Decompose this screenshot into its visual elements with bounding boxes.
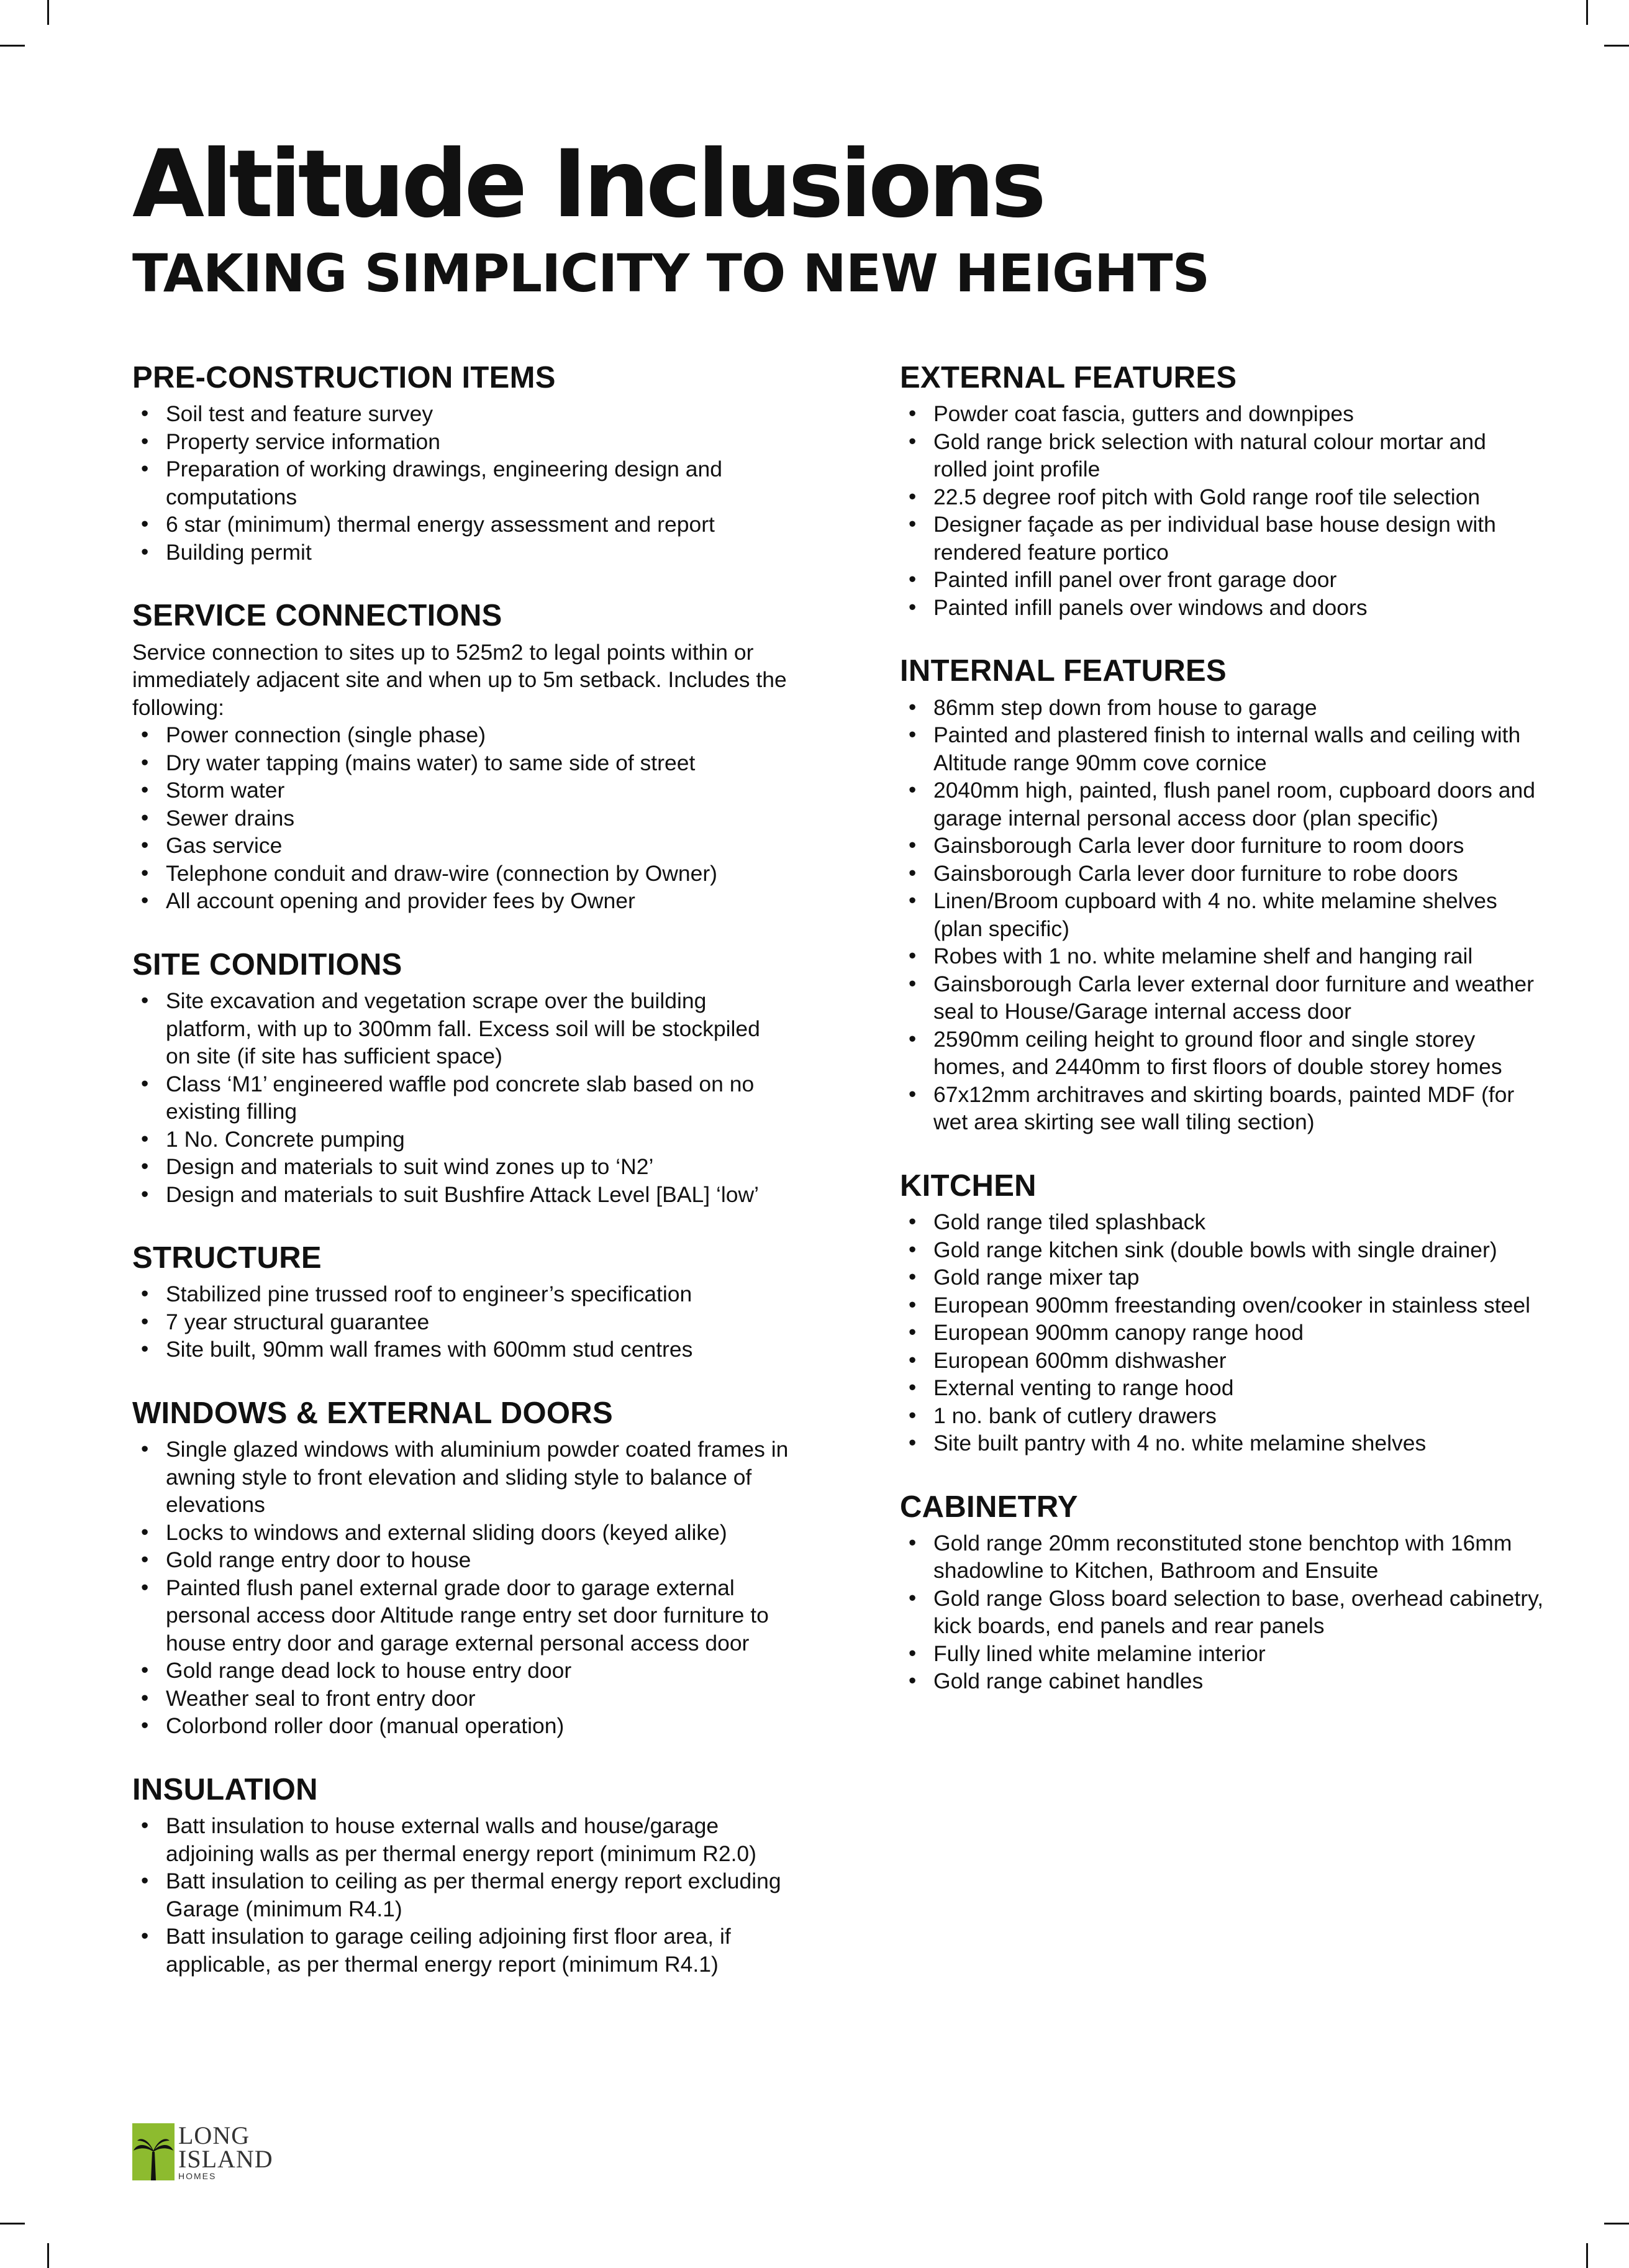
- section-heading: KITCHEN: [900, 1168, 1037, 1203]
- list-item: • European 900mm canopy range hood: [900, 1319, 1546, 1347]
- list-item: • Gainsborough Carla lever door furniture to robe doors: [900, 860, 1546, 888]
- list-item: • Soil test and feature survey: [132, 400, 791, 428]
- company-logo: [132, 2123, 275, 2182]
- item-list: [900, 694, 1546, 1136]
- logo-text: LONG: [178, 2121, 250, 2149]
- list-item: • Colorbond roller door (manual operation): [132, 1712, 791, 1740]
- list-item: • European 600mm dishwasher: [900, 1347, 1546, 1375]
- list-item: • Site built, 90mm wall frames with 600mm stud centres: [132, 1336, 791, 1364]
- item-list: [132, 721, 791, 915]
- page-title: Altitude Inclusions: [132, 130, 1043, 239]
- section-heading: CABINETRY: [900, 1490, 1078, 1524]
- list-item: • Gold range tiled splashback: [900, 1208, 1546, 1236]
- right-column: [900, 360, 1546, 1728]
- section-heading: INSULATION: [132, 1772, 318, 1806]
- section-insulation: [132, 1772, 791, 1978]
- crop-mark: [0, 45, 25, 47]
- list-item: • 1 No. Concrete pumping: [132, 1126, 791, 1154]
- palm-tree-icon: [132, 2123, 175, 2180]
- list-item: • Robes with 1 no. white melamine shelf and hanging rail: [900, 942, 1546, 970]
- list-item: • 7 year structural guarantee: [132, 1308, 791, 1336]
- list-item: • Dry water tapping (mains water) to same side of street: [132, 749, 791, 777]
- list-item: • Site built pantry with 4 no. white melamine shelves: [900, 1429, 1546, 1457]
- crop-mark: [1586, 0, 1588, 25]
- item-list: [132, 1812, 791, 1978]
- list-item: • Sewer drains: [132, 804, 791, 832]
- list-item: • Storm water: [132, 776, 791, 804]
- list-item: • Powder coat fascia, gutters and downpipes: [900, 400, 1546, 428]
- section-cabinetry: [900, 1490, 1546, 1695]
- item-list: [132, 987, 791, 1208]
- list-item: • Batt insulation to ceiling as per thermal energy report excluding Garage (minimum R4.1): [132, 1867, 791, 1923]
- list-item: • Locks to windows and external sliding doors (keyed alike): [132, 1519, 791, 1547]
- section-intro: Service connection to sites up to 525m2 to legal points within or immediately adjacent site and when up to 5m setback. Includes the following:: [132, 639, 787, 720]
- item-list: [132, 1280, 791, 1364]
- crop-mark: [1604, 45, 1629, 47]
- section-heading: SITE CONDITIONS: [132, 947, 402, 981]
- item-list: [900, 1208, 1546, 1457]
- crop-mark: [1604, 2223, 1629, 2225]
- list-item: • Stabilized pine trussed roof to engineer’s specification: [132, 1280, 791, 1308]
- list-item: • Gainsborough Carla lever external door furniture and weather seal to House/Garage internal access door: [900, 970, 1546, 1026]
- list-item: • Design and materials to suit wind zones up to ‘N2’: [132, 1153, 791, 1181]
- list-item: • Gas service: [132, 832, 791, 860]
- section-heading: STRUCTURE: [132, 1241, 322, 1275]
- list-item: • Gold range kitchen sink (double bowls with single drainer): [900, 1236, 1546, 1264]
- section-kitchen: [900, 1168, 1546, 1457]
- section-pre-construction: [132, 360, 791, 566]
- section-windows-external-doors: [132, 1396, 791, 1740]
- list-item: • Design and materials to suit Bushfire Attack Level [BAL] ‘low’: [132, 1181, 791, 1209]
- section-site-conditions: [132, 947, 791, 1208]
- list-item: • All account opening and provider fees by Owner: [132, 887, 791, 915]
- list-item: • Designer façade as per individual base house design with rendered feature portico: [900, 511, 1546, 566]
- list-item: • Painted and plastered finish to internal walls and ceiling with Altitude range 90mm cove cornice: [900, 721, 1546, 776]
- list-item: • Class ‘M1’ engineered waffle pod concrete slab based on no existing filling: [132, 1070, 791, 1126]
- item-list: [132, 1436, 791, 1740]
- list-item: • 67x12mm architraves and skirting boards, painted MDF (for wet area skirting see wall tiling section): [900, 1081, 1546, 1136]
- list-item: • Painted infill panels over windows and doors: [900, 594, 1546, 622]
- list-item: • Single glazed windows with aluminium powder coated frames in awning style to front elevation and sliding style to balance of elevations: [132, 1436, 791, 1519]
- section-heading: EXTERNAL FEATURES: [900, 361, 1237, 394]
- list-item: • Batt insulation to garage ceiling adjoining first floor area, if applicable, as per thermal energy report (minimum R4.1): [132, 1923, 791, 1978]
- list-item: • Gold range dead lock to house entry door: [132, 1657, 791, 1685]
- list-item: • 2040mm high, painted, flush panel room, cupboard doors and garage internal personal access door (plan specific): [900, 776, 1546, 832]
- crop-mark: [0, 2223, 25, 2225]
- list-item: • Batt insulation to house external walls and house/garage adjoining walls as per thermal energy report (minimum R2.0): [132, 1812, 791, 1867]
- list-item: • Preparation of working drawings, engineering design and computations: [132, 455, 791, 511]
- crop-mark: [1586, 2243, 1588, 2268]
- section-service-connections: [132, 598, 791, 914]
- list-item: • Weather seal to front entry door: [132, 1685, 791, 1713]
- list-item: • Power connection (single phase): [132, 721, 791, 749]
- list-item: • Building permit: [132, 539, 791, 567]
- section-internal-features: [900, 654, 1546, 1136]
- list-item: • Gainsborough Carla lever door furniture to room doors: [900, 832, 1546, 860]
- list-item: • Painted infill panel over front garage door: [900, 566, 1546, 594]
- section-external-features: [900, 360, 1546, 621]
- list-item: • External venting to range hood: [900, 1374, 1546, 1402]
- list-item: • 86mm step down from house to garage: [900, 694, 1546, 722]
- list-item: • 1 no. bank of cutlery drawers: [900, 1402, 1546, 1430]
- list-item: • 6 star (minimum) thermal energy assessment and report: [132, 511, 791, 539]
- crop-mark: [47, 0, 49, 25]
- item-list: [900, 1529, 1546, 1695]
- item-list: [900, 400, 1546, 621]
- list-item: • Telephone conduit and draw-wire (connection by Owner): [132, 860, 791, 888]
- logo-text: HOMES: [178, 2171, 217, 2181]
- list-item: • Gold range Gloss board selection to base, overhead cabinetry, kick boards, end panels and rear panels: [900, 1585, 1546, 1640]
- logo-text: ISLAND: [178, 2145, 273, 2173]
- list-item: • Fully lined white melamine interior: [900, 1640, 1546, 1668]
- list-item: • Gold range entry door to house: [132, 1546, 791, 1574]
- list-item: • Painted flush panel external grade door to garage external personal access door Altitude range entry set door furniture to house entry door and garage external personal access door: [132, 1574, 791, 1657]
- crop-mark: [47, 2243, 49, 2268]
- list-item: • Property service information: [132, 428, 791, 456]
- list-item: • Gold range cabinet handles: [900, 1667, 1546, 1695]
- list-item: • European 900mm freestanding oven/cooker in stainless steel: [900, 1291, 1546, 1319]
- list-item: • Gold range brick selection with natural colour mortar and rolled joint profile: [900, 428, 1546, 483]
- list-item: • 22.5 degree roof pitch with Gold range roof tile selection: [900, 483, 1546, 511]
- list-item: • 2590mm ceiling height to ground floor and single storey homes, and 2440mm to first floors of double storey homes: [900, 1026, 1546, 1081]
- item-list: [132, 400, 791, 566]
- section-structure: [132, 1241, 791, 1364]
- page-subtitle: TAKING SIMPLICITY TO NEW HEIGHTS: [132, 243, 1210, 304]
- section-heading: WINDOWS & EXTERNAL DOORS: [132, 1396, 613, 1430]
- list-item: • Gold range mixer tap: [900, 1264, 1546, 1291]
- section-heading: PRE-CONSTRUCTION ITEMS: [132, 361, 556, 394]
- list-item: • Linen/Broom cupboard with 4 no. white melamine shelves (plan specific): [900, 887, 1546, 942]
- section-heading: SERVICE CONNECTIONS: [132, 599, 502, 633]
- left-column: [132, 360, 791, 2010]
- list-item: • Site excavation and vegetation scrape over the building platform, with up to 300mm fall. Excess soil will be stockpiled on site (if site has sufficient space): [132, 987, 791, 1070]
- section-heading: INTERNAL FEATURES: [900, 654, 1227, 688]
- list-item: • Gold range 20mm reconstituted stone benchtop with 16mm shadowline to Kitchen, Bathroom and Ensuite: [900, 1529, 1546, 1585]
